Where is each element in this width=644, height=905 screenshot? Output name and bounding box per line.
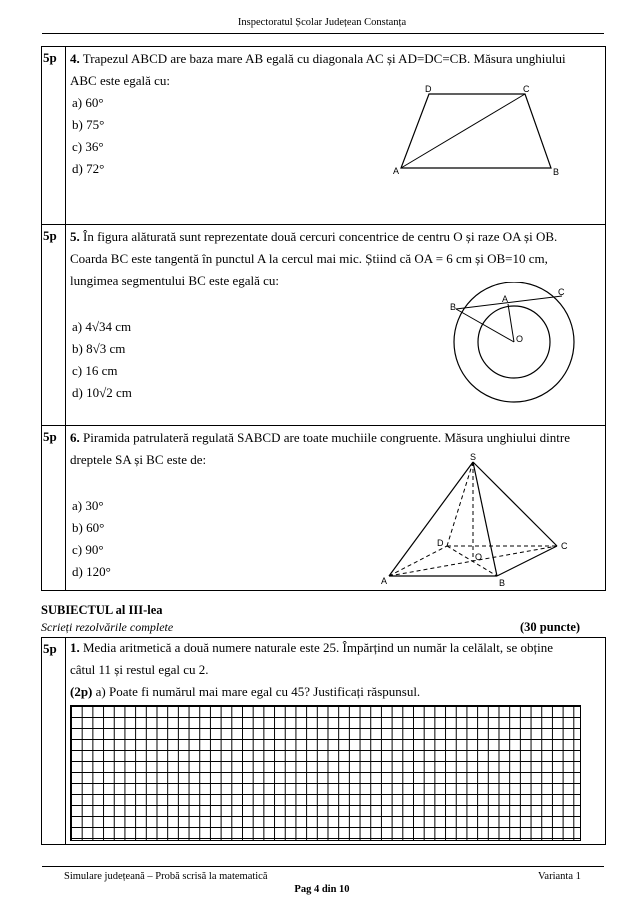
q5-points: 5p [43,228,57,243]
q4-label-a: A [393,166,400,176]
q1-part-a-points: (2p) [70,684,93,699]
q6-options [72,495,111,583]
q5-label-b: B [450,302,457,312]
q6-text-line2: dreptele SA și BC este de: [70,452,207,467]
section-subtitle: Scrieți rezolvările complete [41,620,174,634]
page-header-title: Inspectoratul Școlar Județean Constanța [237,17,407,28]
q6-label-d: D [437,538,444,548]
q6-label-a: A [381,576,388,586]
q6-label-o: O [475,552,483,562]
q5-label-c: C [558,287,565,297]
q4-text-line1: Trapezul ABCD are baza mare AB egală cu diagonala AC și AD=DC=CB. Măsura unghiului [82,51,566,66]
answer-grid[interactable] [70,705,581,841]
q6-option-c: c) 90° [72,542,104,557]
section-points-total: (30 puncte) [520,620,581,634]
q5-text-line1: În figura alăturată sunt reprezentate două cercuri concentrice de centru O și raze OA și OB. [83,229,558,244]
q6-number: 6. [70,430,80,445]
footer-rule [42,866,604,867]
q4-option-d: d) 72° [72,161,105,176]
q4-options [72,92,104,180]
q5-number: 5. [70,229,80,244]
q6-option-b: b) 60° [72,520,105,535]
q4-option-c: c) 36° [72,139,104,154]
q1-number: 1. [70,640,80,655]
q6-label-s: S [470,452,477,462]
q4-option-b: b) 75° [72,117,105,132]
q4-label-d: D [425,84,432,94]
q6-label-c: C [561,541,568,551]
q5-label-o: O [516,334,524,344]
q6-option-a: a) 30° [72,498,104,513]
q5-option-c: c) 16 cm [72,363,118,378]
q5-options [72,316,132,404]
q4-number: 4. [70,51,80,66]
q5-label-a: A [502,294,509,304]
q5-option-b: b) 8√3 cm [72,341,126,356]
q4-trapezoid-figure [385,82,575,182]
q6-points: 5p [43,429,57,444]
q6-text-line1: Piramida patrulateră regulată SABCD are toate muchiile congruente. Măsura unghiului dintre [83,430,570,445]
q4-text-line2: ABC este egală cu: [70,73,170,88]
row-divider-5-6 [41,425,606,426]
q4-label-c: C [523,84,530,94]
q5-text-line3: lungimea segmentului BC este egală cu: [70,273,280,288]
points-column-divider [65,46,66,591]
q6-pyramid-figure [375,450,585,590]
q5-circles-figure [440,282,590,422]
q1-text-line1: Media aritmetică a două numere naturale este 25. Împărțind un număr la celălalt, se obține [83,640,553,655]
q4-points: 5p [43,50,57,65]
q6-option-d: d) 120° [72,564,111,579]
header-rule [42,33,604,34]
q1-part-a: a) Poate fi numărul mai mare egal cu 45? Justificați răspunsul. [95,684,421,699]
section-title: SUBIECTUL al III-lea [41,603,163,617]
q1-text [70,637,600,703]
q5-text-line2: Coarda BC este tangentă în punctul A la cercul mai mic. Știind că OA = 6 cm și OB=10 cm, [70,251,548,266]
footer-left: Simulare județeană – Probă scrisă la matematică [64,871,268,882]
row-divider-4-5 [41,224,606,225]
q4-option-a: a) 60° [72,95,104,110]
q1-text-line2: câtul 11 și restul egal cu 2. [70,662,209,677]
q1-points-divider [65,637,66,845]
q5-option-a: a) 4√34 cm [72,319,132,334]
q4-label-b: B [553,167,560,177]
q1-points: 5p [43,641,57,656]
q5-option-d: d) 10√2 cm [72,385,132,400]
footer-right: Varianta 1 [538,871,581,882]
q6-label-b: B [499,578,506,588]
footer-page: Pag 4 din 10 [294,884,350,895]
